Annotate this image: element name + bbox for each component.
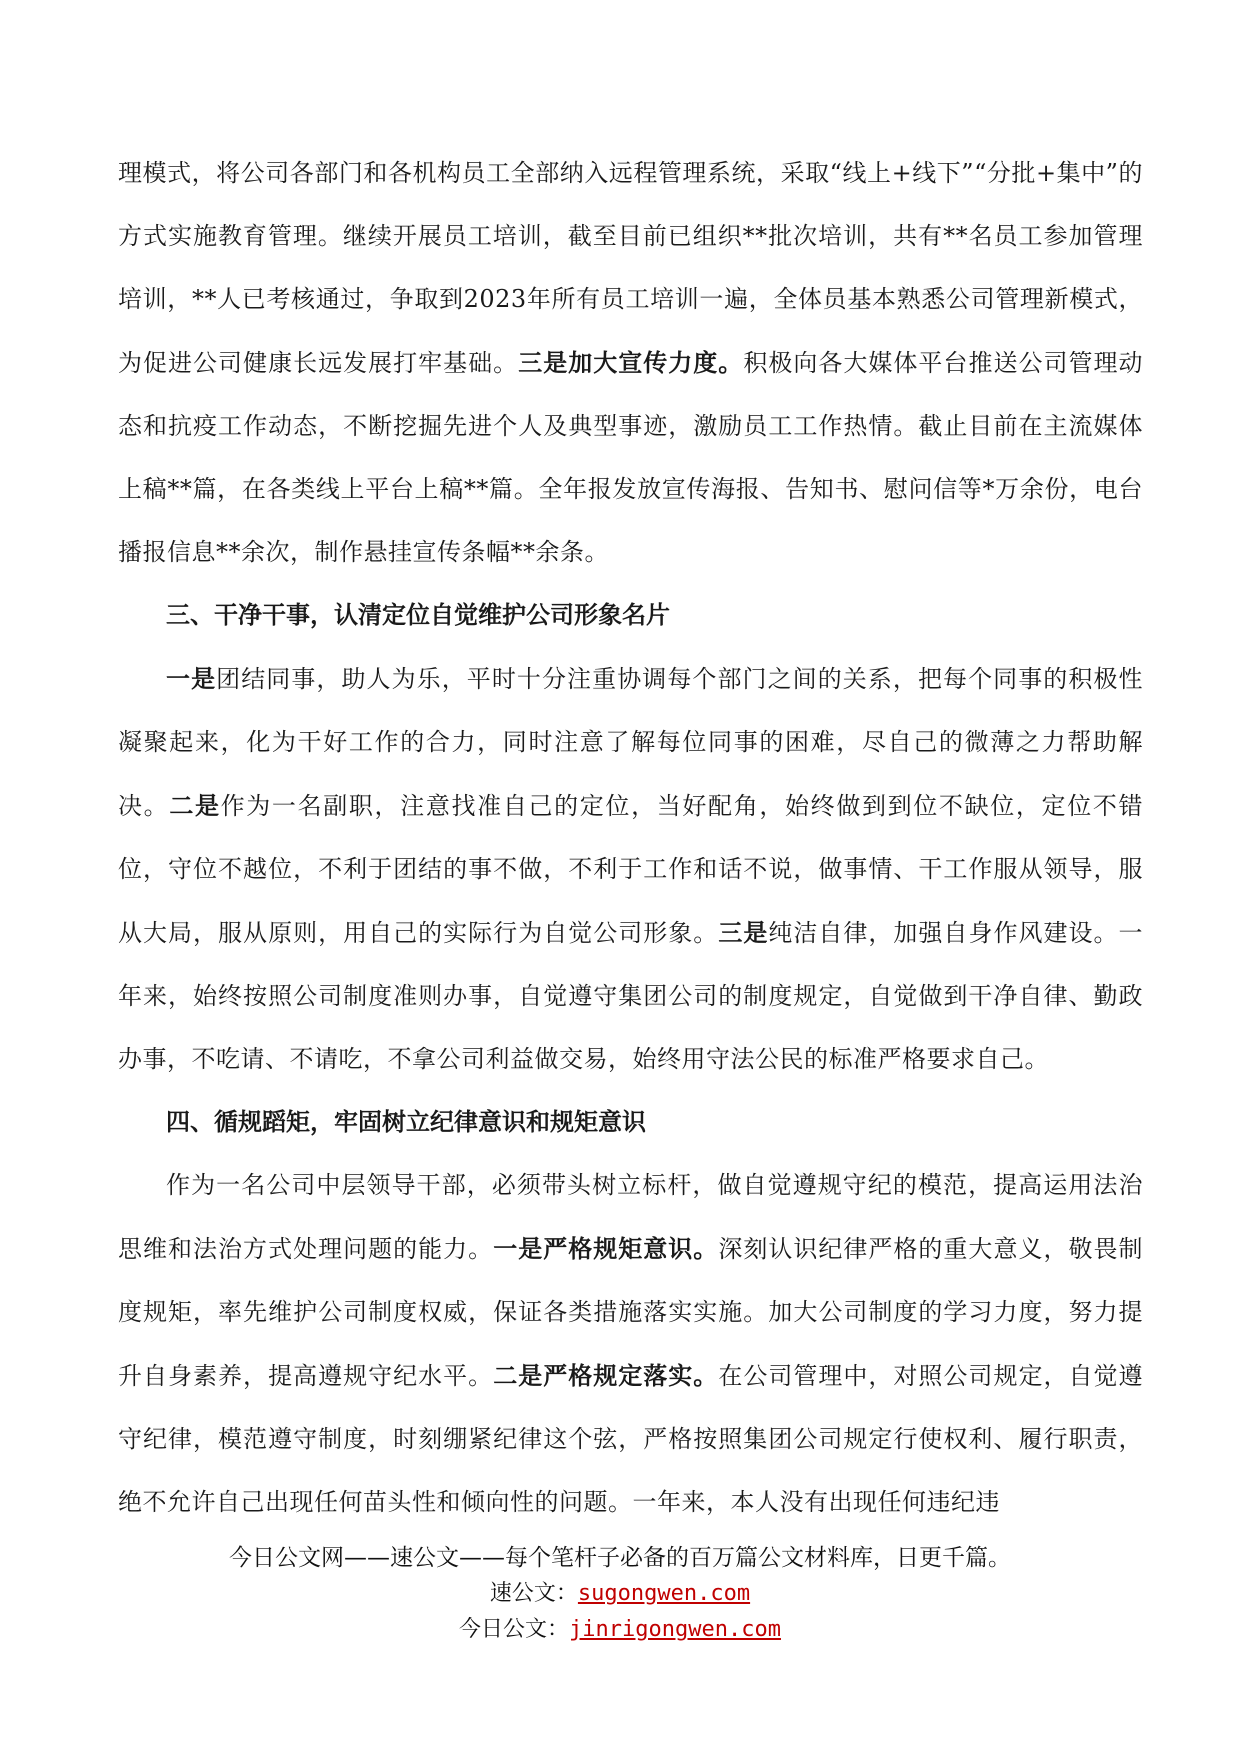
bold-phrase: 一是严格规矩意识。 — [493, 1234, 719, 1263]
sugongwen-link[interactable]: sugongwen.com — [577, 1581, 751, 1606]
paragraph-text: 深刻认识纪律严格的重大意义，敬畏制度规矩，率先维护公司制度权威，保证各类措施落实实施。加大公司制度的学习力度，努力提升自身素养，提高遵规守纪水平。 — [118, 1235, 1144, 1390]
paragraph-section-3 — [118, 647, 1143, 1091]
bold-phrase: 二是严格规定落实。 — [493, 1361, 719, 1390]
footer-site-jinrigongwen — [0, 1612, 1240, 1648]
paragraph-text: 理模式，将公司各部门和各机构员工全部纳入远程管理系统，采取“线上+线下”“分批+集中”的方式实施教育管理。继续开展员工培训，截至目前已组织**批次培训，共有**名员工参加管理培训，**人已考核通过，争取到2023年所有员工培训一遍，全体员基本熟悉公司管理新模式，为促进公司健康长远发展打牢基础。 — [118, 159, 1143, 377]
footer-site-label: 速公文： — [489, 1581, 578, 1606]
jinrigongwen-link[interactable]: jinrigongwen.com — [569, 1617, 781, 1642]
paragraph-continued — [118, 142, 1143, 584]
document-body — [118, 142, 1143, 1534]
section-heading-3: 三、干净干事，认清定位自觉维护公司形象名片 — [166, 601, 670, 629]
page-footer — [0, 1540, 1240, 1648]
footer-tagline: 今日公文网——速公文——每个笔杆子必备的百万篇公文材料库，日更千篇。 — [229, 1545, 1011, 1571]
paragraph-text: 积极向各大媒体平台推送公司管理动态和抗疫工作动态，不断挖掘先进个人及典型事迹，激励员工工作热情。截止目前在主流媒体上稿**篇，在各类线上平台上稿**篇。全年报发放宣传海报、告知书、慰问信等*万余份，电台播报信息**余次，制作悬挂宣传条幅**余条。 — [118, 349, 1144, 566]
paragraph-text: 纯洁自律，加强自身作风建设。一年来，始终按照公司制度准则办事，自觉遵守集团公司的制度规定，自觉做到干净自律、勤政办事，不吃请、不请吃，不拿公司利益做交易，始终用守法公民的标准严格要求自己。 — [118, 919, 1144, 1073]
paragraph-text: 团结同事，助人为乐，平时十分注重协调每个部门之间的关系，把每个同事的积极性凝聚起来，化为干好工作的合力，同时注意了解每位同事的困难，尽自己的微薄之力帮助解决。 — [118, 665, 1144, 820]
bold-phrase: 一是 — [166, 664, 217, 693]
paragraph-section-4 — [118, 1154, 1143, 1534]
footer-site-sugongwen — [0, 1576, 1240, 1612]
paragraph-text: 作为一名公司中层领导干部，必须带头树立标杆，做自觉遵规守纪的模范，提高运用法治思维和法治方式处理问题的能力。 — [118, 1171, 1143, 1263]
paragraph-text: 在公司管理中，对照公司规定，自觉遵守纪律，模范遵守制度，时刻绷紧纪律这个弦，严格按照集团公司规定行使权利、履行职责，绝不允许自己出现任何苗头性和倾向性的问题。一年来，本人没有出现任何违纪违 — [118, 1362, 1144, 1516]
bold-phrase: 三是 — [718, 918, 769, 947]
paragraph-text: 作为一名副职，注意找准自己的定位，当好配角，始终做到到位不缺位，定位不错位，守位不越位，不利于团结的事不做，不利于工作和话不说，做事情、干工作服从领导，服从大局，服从原则，用自己的实际行为自觉公司形象。 — [118, 792, 1144, 947]
section-heading-4: 四、循规蹈矩，牢固树立纪律意识和规矩意识 — [166, 1108, 646, 1136]
footer-site-label: 今日公文： — [459, 1617, 570, 1642]
bold-phrase: 三是加大宣传力度。 — [518, 348, 744, 377]
bold-phrase: 二是 — [169, 791, 221, 820]
